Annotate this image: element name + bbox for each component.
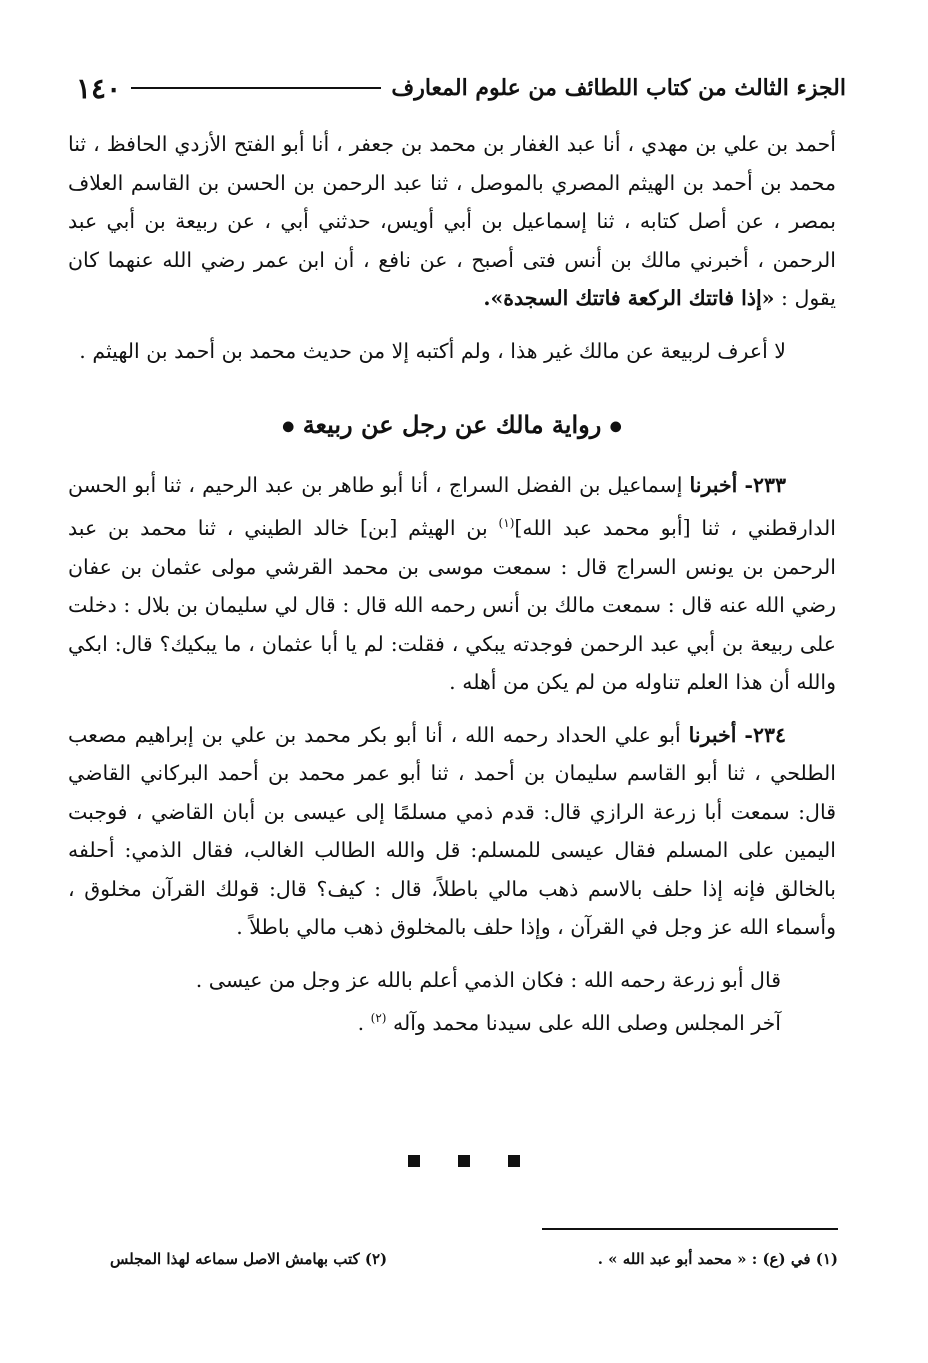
hadith-text: أبو علي الحداد رحمه الله ، أنا أبو بكر محمد بن علي بن إبراهيم مصعب الطلحي ، ثنا أبو القاسم سليمان بن أحمد ، ثنا أبو عمر محمد بن أحمد البركاني القاضي قال: سمعت أبا زرعة الرازي قال: قدم ذمي مسلمًا إلى عيسى بن أبان القاضي ، فوجبت اليمين على المسلم فقال عيسى للمسلم: قل والله الطالب الغالب، فقال الذمي: أحلفه بالخالق فإنه إذا حلف بالاسم ذهب مالي باطلاً، قال : كيف؟ قال: قولك القرآن مخلوق ، وأسماء الله عز وجل في القرآن ، وإذا حلف بالمخلوق ذهب مالي باطلاً . <box>68 722 836 940</box>
square-icon <box>408 1155 420 1167</box>
closing-line-1: قال أبو زرعة رحمه الله : فكان الذمي أعلم بالله عز وجل من عيسى . <box>195 967 781 992</box>
footnote-marker: (١) <box>498 516 515 531</box>
footnote-2: (٢) كتب بهامش الاصل سماعه لهذا المجلس <box>110 1250 388 1268</box>
bullet-icon: ● <box>282 418 295 435</box>
paragraph-1 <box>68 125 836 318</box>
hadith-number: ٢٣٤- <box>744 722 786 747</box>
paragraph-1-text: أحمد بن علي بن مهدي ، أنا عبد الغفار بن محمد بن جعفر ، أنا أبو الفتح الأزدي الحافظ ، ثنا محمد بن أحمد بن الهيثم المصري بالموصل ، ثنا عبد الرحمن بن الحسن بن القاسم العلاف بمصر ، عن أصل كتابه ، ثنا إسماعيل بن أبي أويس، حدثني أبي ، عن ربيعة بن أبي عبد الرحمن ، أخبرني مالك بن أنس فتى أصبح ، عن نافع ، أن ابن عمر رضي الله عنهما كان يقول : <box>68 132 836 310</box>
hadith-text: إسماعيل بن الفضل السراج ، أنا أبو طاهر بن عبد الرحيم ، ثنا أبو الحسن الدارقطني ، ثنا [أبو محمد عبد الله] <box>68 472 836 541</box>
running-title: الجزء الثالث من كتاب اللطائف من علوم المعارف <box>391 75 846 101</box>
closing-period: . <box>357 1010 365 1035</box>
closing-line-2 <box>68 999 836 1042</box>
hadith-233 <box>68 466 836 702</box>
section-heading-text: رواية مالك عن رجل عن ربيعة <box>302 410 602 439</box>
hadith-number: ٢٣٣- <box>744 472 786 497</box>
bullet-icon: ● <box>609 418 622 435</box>
section-end-ornament <box>0 1155 928 1175</box>
page-header <box>66 68 846 108</box>
header-rule <box>131 87 381 89</box>
hadith-234 <box>68 716 836 947</box>
footnote-marker: (٢) <box>370 1011 387 1026</box>
square-icon <box>508 1155 520 1167</box>
hadith-lead: أخبرنا <box>688 722 737 747</box>
paragraph-2: لا أعرف لربيعة عن مالك غير هذا ، ولم أكتبه إلا من حديث محمد بن أحمد بن الهيثم . <box>79 338 786 363</box>
hadith-text: بن الهيثم [بن] خالد الطيني ، ثنا محمد بن عبد الرحمن بن يونس السراج قال : سمعت موسى بن محمد القرشي مولى عثمان بن عفان رضي الله عنه قال : سمعت مالك بن أنس رحمه الله قال : قال لي سليمان بن بلال : دخلت على ربيعة بن أبي عبد الرحمن فوجدته يبكي ، فقلت: لم يا أبا عثمان ، ما يبكيك؟ قال: ابكي والله أن هذا العلم تناوله من لم يكن من أهله . <box>68 516 836 695</box>
footnote-1: (١) في (ع) : « محمد أبو عبد الله » . <box>597 1250 838 1268</box>
footnotes <box>110 1250 838 1268</box>
quoted-saying: «إذا فاتتك الركعة فاتتك السجدة». <box>483 286 775 310</box>
footnote-rule <box>542 1228 838 1230</box>
closing-text: آخر المجلس وصلى الله على سيدنا محمد وآله <box>393 1010 781 1035</box>
square-icon <box>458 1155 470 1167</box>
page-body <box>68 125 836 1042</box>
page-number: ١٤٠ <box>76 71 122 105</box>
section-heading <box>68 406 836 446</box>
hadith-lead: أخبرنا <box>689 472 738 497</box>
